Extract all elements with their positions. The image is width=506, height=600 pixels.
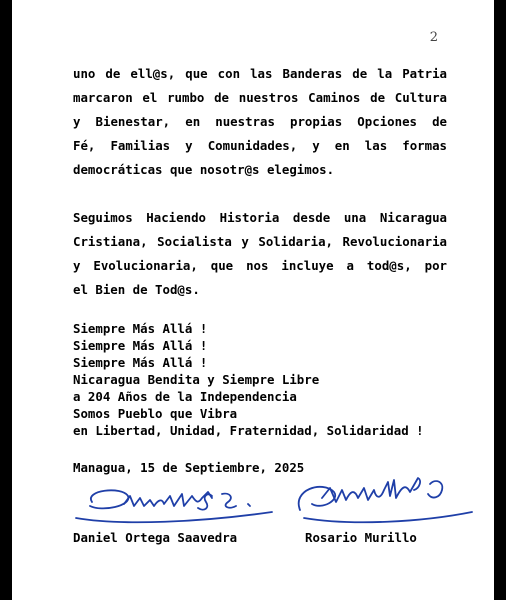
slogan-line: Siempre Más Allá ! (73, 338, 208, 353)
slogan-line: Somos Pueblo que Vibra (73, 406, 238, 421)
paragraph-line: y Bienestar, en nuestras propias Opciones de (73, 114, 447, 129)
signature-murillo (282, 470, 482, 530)
document-page (12, 0, 494, 600)
paragraph-line: uno de ell@s, que con las Banderas de la Patria (73, 66, 447, 81)
signature-ortega (62, 482, 282, 532)
slogan-line: Siempre Más Allá ! (73, 321, 208, 336)
paragraph-line: y Evolucionaria, que nos incluye a tod@s, por (73, 258, 447, 273)
slogan-line: a 204 Años de la Independencia (73, 389, 297, 404)
slogan-line: Siempre Más Allá ! (73, 355, 208, 370)
date-line: Managua, 15 de Septiembre, 2025 (73, 460, 305, 475)
paragraph-2 (73, 206, 447, 302)
paragraph-line: Seguimos Haciendo Historia desde una Nicaragua (73, 210, 447, 225)
slogan-line: Nicaragua Bendita y Siempre Libre (73, 372, 320, 387)
paragraph-line: Cristiana, Socialista y Solidaria, Revolucionaria (73, 234, 447, 249)
paragraph-line: democráticas que nosotr@s elegimos. (73, 162, 335, 177)
slogan-line: en Libertad, Unidad, Fraternidad, Solidaridad ! (73, 423, 424, 438)
paragraph-1 (73, 62, 447, 182)
signatory-name-left: Daniel Ortega Saavedra (73, 530, 238, 545)
page-number: 2 (429, 30, 438, 45)
signatory-name-right: Rosario Murillo (305, 530, 417, 545)
paragraph-line: marcaron el rumbo de nuestros Caminos de Cultura (73, 90, 447, 105)
paragraph-line: el Bien de Tod@s. (73, 282, 200, 297)
closing-slogans (73, 320, 424, 439)
paragraph-line: Fé, Familias y Comunidades, y en las formas (73, 138, 447, 153)
